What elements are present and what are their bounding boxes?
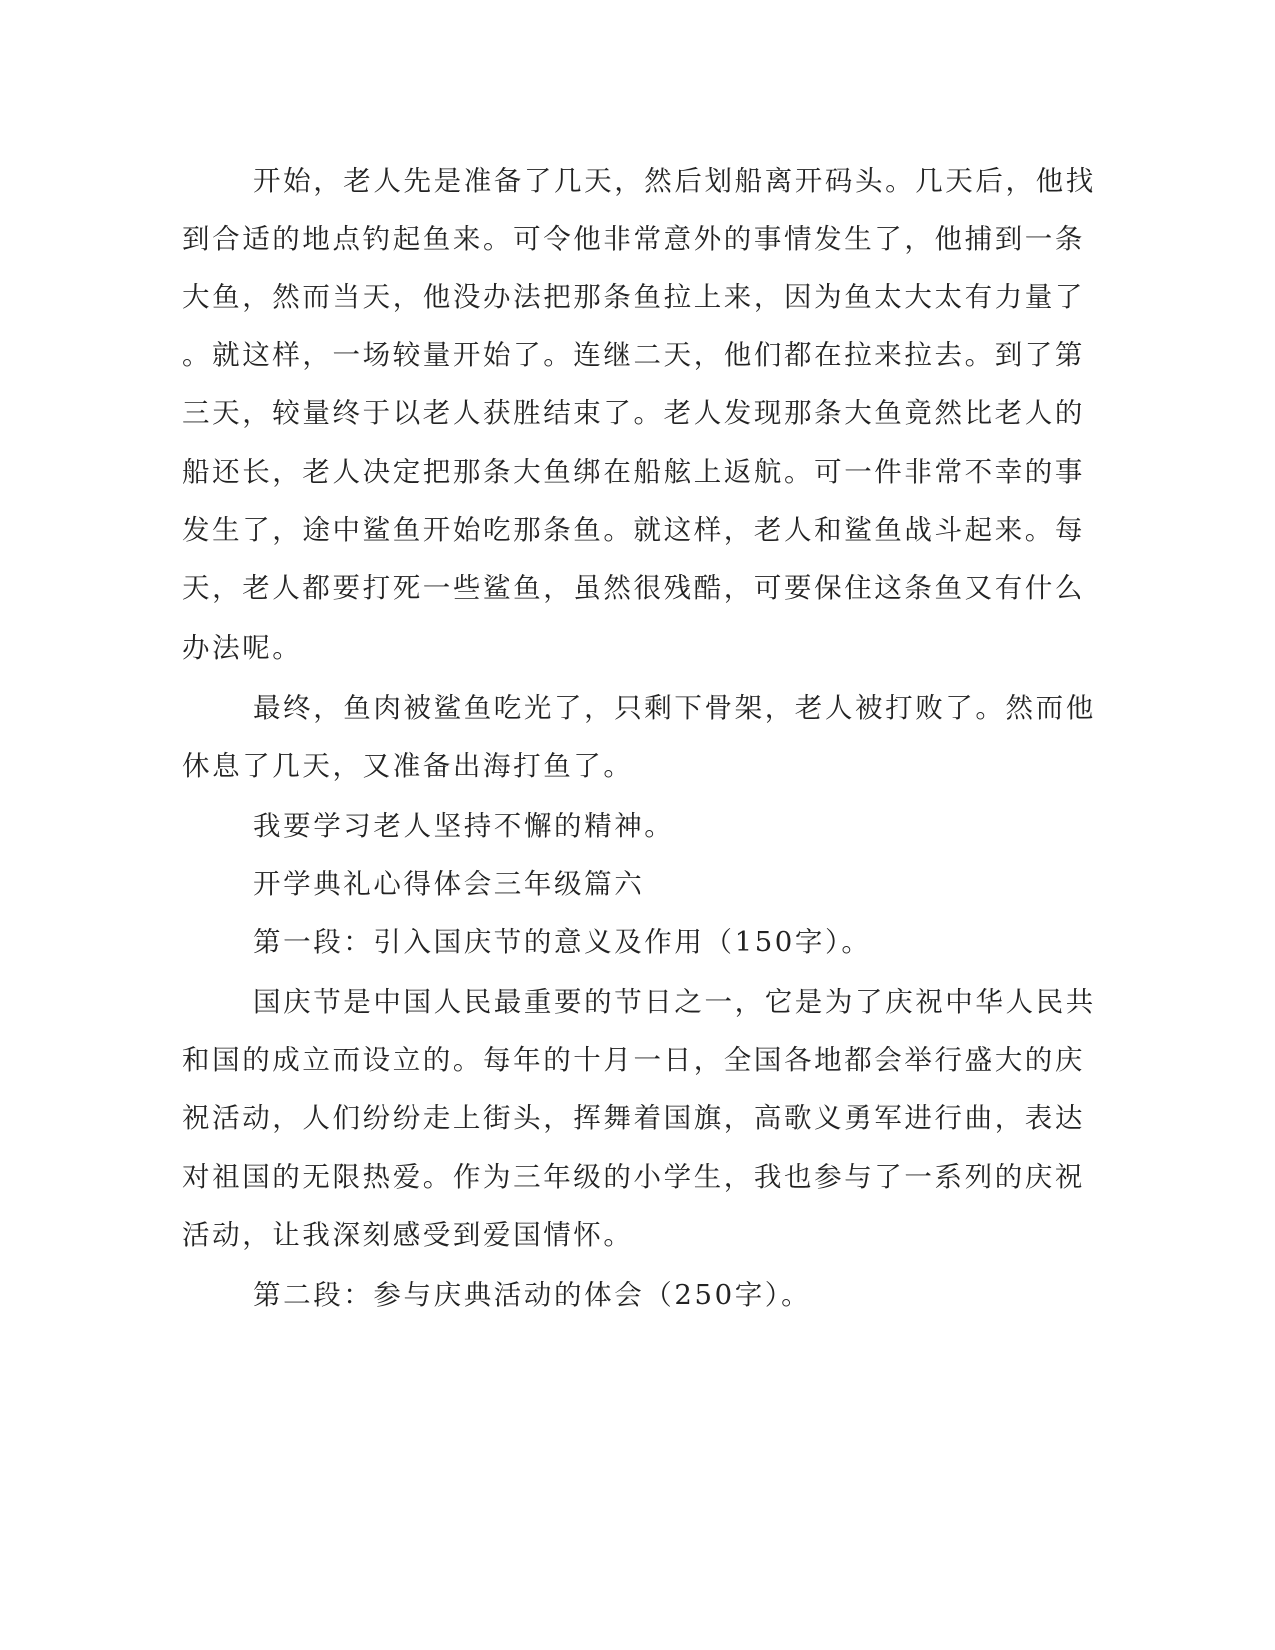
text-line: 船还长，老人决定把那条大鱼绑在船舷上返航。可一件非常不幸的事: [182, 456, 1085, 488]
text-line: 办法呢。: [182, 632, 303, 664]
text-line: 祝活动，人们纷纷走上街头，挥舞着国旗，高歌义勇军进行曲，表达: [182, 1102, 1085, 1134]
text-line: 开始，老人先是准备了几天，然后划船离开码头。几天后，他找: [253, 165, 1096, 197]
text-line: 发生了，途中鲨鱼开始吃那条鱼。就这样，老人和鲨鱼战斗起来。每: [182, 514, 1085, 546]
text-line: 最终，鱼肉被鲨鱼吃光了，只剩下骨架，老人被打败了。然而他: [253, 692, 1096, 724]
subsection-title: 第二段：参与庆典活动的体会（250字）。: [253, 1279, 812, 1311]
text-line: 我要学习老人坚持不懈的精神。: [253, 810, 675, 842]
subsection-title: 第一段：引入国庆节的意义及作用（150字）。: [253, 926, 872, 958]
text-line: 大鱼，然而当天，他没办法把那条鱼拉上来，因为鱼太大太有力量了: [182, 281, 1085, 313]
text-line: 对祖国的无限热爱。作为三年级的小学生，我也参与了一系列的庆祝: [182, 1161, 1085, 1193]
text-line: 。就这样，一场较量开始了。连继二天，他们都在拉来拉去。到了第: [182, 339, 1085, 371]
text-line: 和国的成立而设立的。每年的十月一日，全国各地都会举行盛大的庆: [182, 1044, 1085, 1076]
text-line: 到合适的地点钓起鱼来。可令他非常意外的事情发生了，他捕到一条: [182, 223, 1085, 255]
text-line: 天，老人都要打死一些鲨鱼，虽然很残酷，可要保住这条鱼又有什么: [182, 572, 1085, 604]
text-line: 三天，较量终于以老人获胜结束了。老人发现那条大鱼竟然比老人的: [182, 397, 1085, 429]
text-line: 国庆节是中国人民最重要的节日之一，它是为了庆祝中华人民共: [253, 986, 1096, 1018]
section-title: 开学典礼心得体会三年级篇六: [253, 868, 645, 900]
text-line: 活动，让我深刻感受到爱国情怀。: [182, 1219, 634, 1251]
text-line: 休息了几天，又准备出海打鱼了。: [182, 750, 634, 782]
